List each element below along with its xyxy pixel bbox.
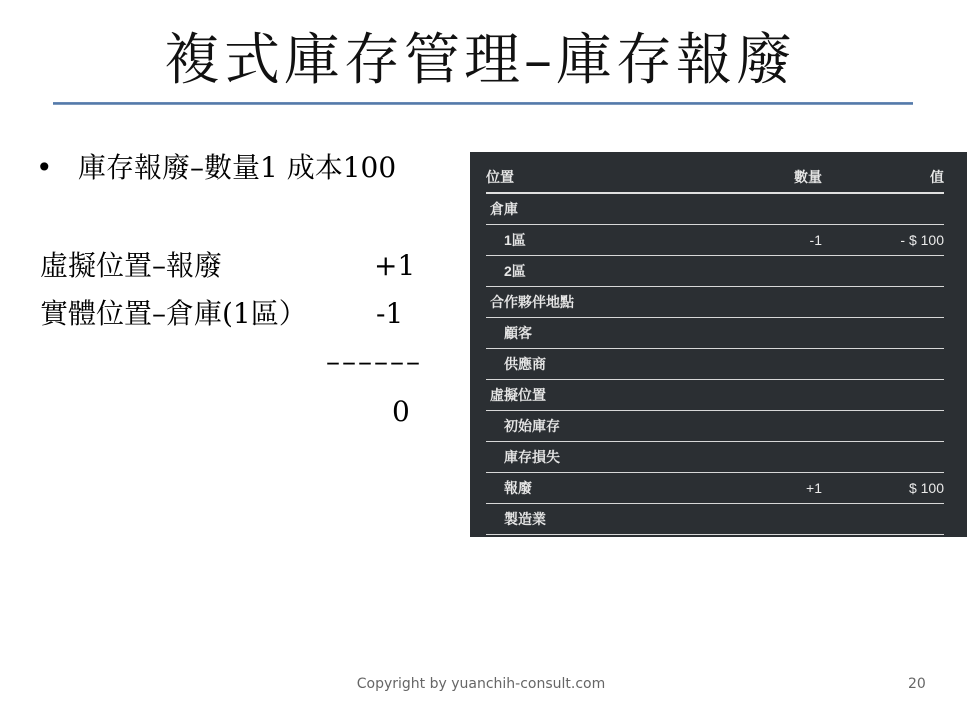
sum-total: 0 — [392, 395, 410, 428]
cell-value — [822, 504, 944, 535]
cell-quantity: +1 — [736, 473, 822, 504]
table-row[interactable] — [486, 225, 944, 256]
page-number: 20 — [908, 676, 926, 692]
bullet-text: 庫存報廢–數量1 成本100 — [78, 151, 397, 184]
entry-value-warehouse: -1 — [376, 297, 404, 330]
cell-location: 倉庫 — [486, 193, 736, 225]
table-body — [486, 193, 944, 535]
table-row[interactable] — [486, 287, 944, 318]
cell-location: 報廢 — [486, 473, 736, 504]
cell-value — [822, 442, 944, 473]
cell-value — [822, 256, 944, 287]
cell-quantity — [736, 193, 822, 225]
cell-value — [822, 411, 944, 442]
bullet-item — [36, 150, 396, 186]
table-row[interactable] — [486, 380, 944, 411]
cell-location: 虛擬位置 — [486, 380, 736, 411]
cell-value — [822, 193, 944, 225]
table-row[interactable] — [486, 256, 944, 287]
sum-separator: –––––– — [326, 345, 422, 378]
cell-location: 合作夥伴地點 — [486, 287, 736, 318]
header-quantity[interactable]: 數量 — [736, 162, 822, 193]
footer-copyright: Copyright by yuanchih-consult.com — [356, 676, 606, 692]
cell-value — [822, 318, 944, 349]
cell-quantity — [736, 504, 822, 535]
cell-value — [822, 287, 944, 318]
cell-quantity — [736, 349, 822, 380]
table-row[interactable] — [486, 193, 944, 225]
cell-quantity — [736, 380, 822, 411]
cell-quantity — [736, 287, 822, 318]
cell-value — [822, 380, 944, 411]
table-row[interactable] — [486, 504, 944, 535]
table-header-row — [486, 162, 944, 193]
table-row[interactable] — [486, 473, 944, 504]
cell-quantity — [736, 318, 822, 349]
inventory-table — [486, 162, 944, 535]
cell-quantity: -1 — [736, 225, 822, 256]
cell-quantity — [736, 442, 822, 473]
cell-location: 供應商 — [486, 349, 736, 380]
inventory-report-panel — [470, 152, 967, 537]
cell-quantity — [736, 256, 822, 287]
header-location[interactable]: 位置 — [486, 162, 736, 193]
cell-value: $ 100 — [822, 473, 944, 504]
slide-title: 複式庫存管理–庫存報廢 — [164, 28, 796, 93]
table-row[interactable] — [486, 442, 944, 473]
cell-location: 初始庫存 — [486, 411, 736, 442]
table-row[interactable] — [486, 349, 944, 380]
cell-value — [822, 349, 944, 380]
cell-value: - $ 100 — [822, 225, 944, 256]
bullet-dot-icon: • — [36, 151, 53, 184]
cell-quantity — [736, 411, 822, 442]
cell-location: 顧客 — [486, 318, 736, 349]
cell-location: 製造業 — [486, 504, 736, 535]
entry-label-scrap: 虛擬位置–報廢 — [40, 249, 223, 282]
entry-value-scrap: +1 — [374, 249, 416, 282]
table-row[interactable] — [486, 411, 944, 442]
cell-location: 庫存損失 — [486, 442, 736, 473]
cell-location: 1區 — [486, 225, 736, 256]
cell-location: 2區 — [486, 256, 736, 287]
table-row[interactable] — [486, 318, 944, 349]
title-underline — [53, 102, 913, 105]
entry-label-warehouse: 實體位置–倉庫(1區） — [40, 297, 307, 330]
header-value[interactable]: 值 — [822, 162, 944, 193]
